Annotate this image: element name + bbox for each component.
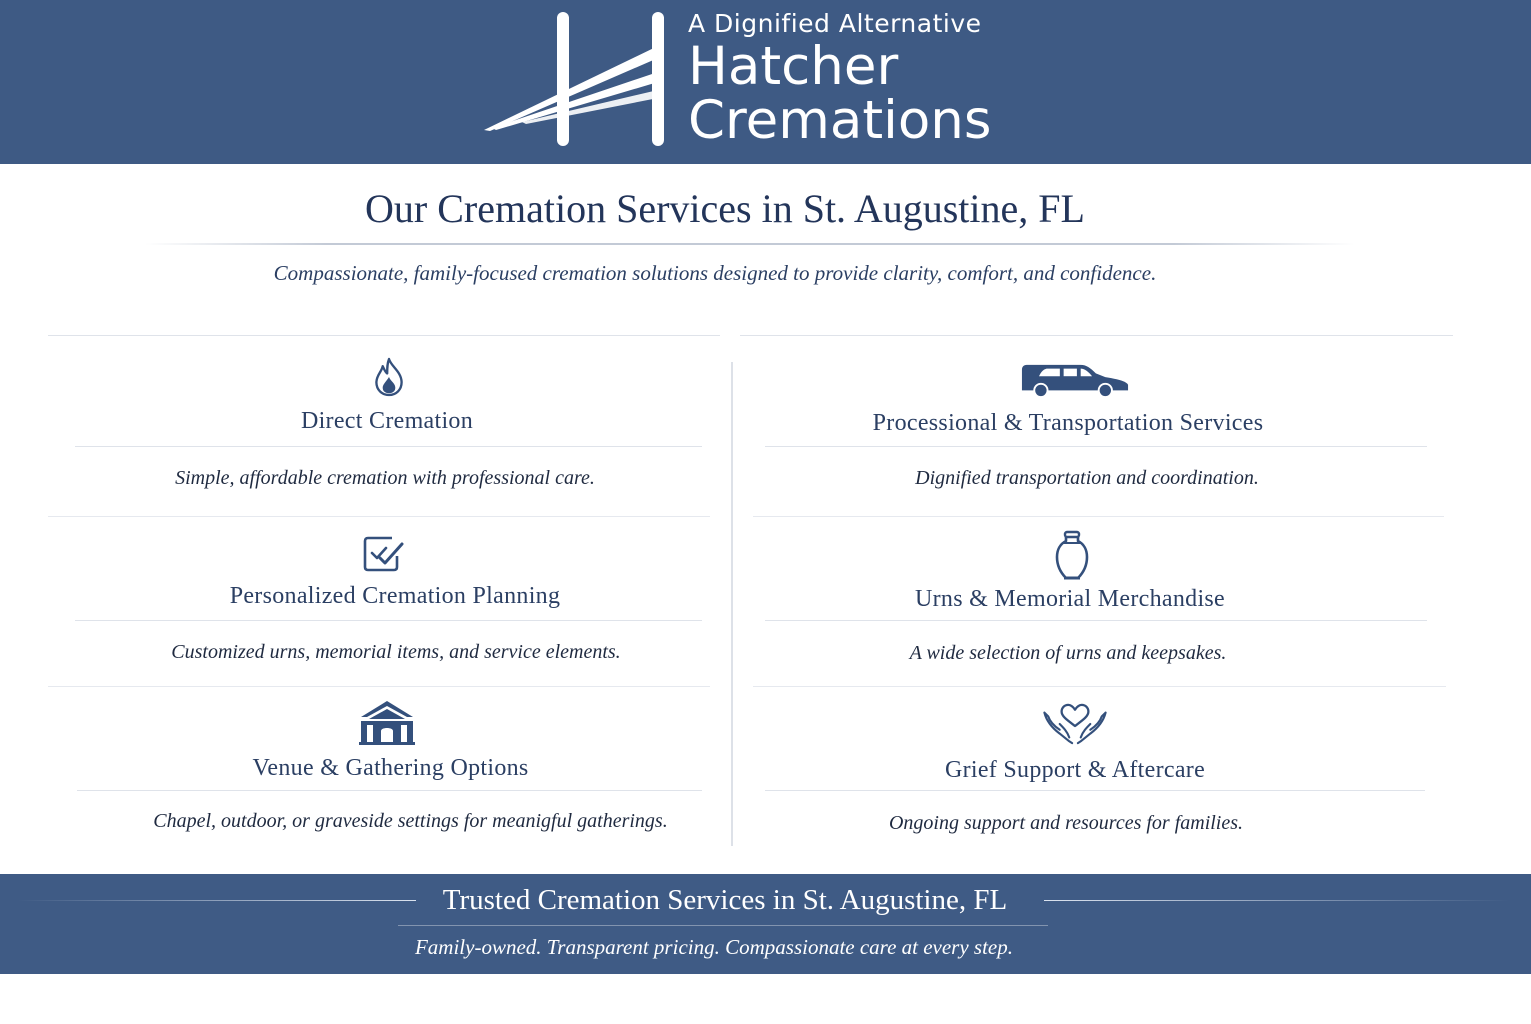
column-divider [731, 362, 733, 846]
service-card-urns-memorial[interactable] [765, 525, 1427, 680]
page-bottom-margin [0, 974, 1531, 1024]
service-title: Direct Cremation [300, 408, 474, 434]
brand-name-line2: Cremations [688, 90, 992, 151]
service-description: Chapel, outdoor, or graveside settings for meanigful gatherings. [153, 810, 668, 832]
hatcher-logo-icon [482, 10, 667, 150]
service-title: Personalized Cremation Planning [229, 583, 561, 609]
service-description: Simple, affordable cremation with professional care. [175, 467, 595, 489]
grid-rule [753, 516, 1444, 517]
urn-icon [1054, 530, 1090, 582]
service-title: Grief Support & Aftercare [944, 757, 1206, 783]
grid-rule [48, 516, 710, 517]
grid-rule [48, 686, 710, 687]
service-description: Dignified transportation and coordination. [915, 467, 1259, 489]
page-subtitle: Compassionate, family-focused cremation solutions designed to provide clarity, comfort, and confidence. [273, 261, 1157, 285]
brand-name-line1: Hatcher [688, 36, 899, 97]
checklist-icon [362, 534, 406, 574]
service-card-grief-support[interactable] [765, 695, 1427, 845]
grid-rule [753, 686, 1446, 687]
footer-subtitle: Family-owned. Transparent pricing. Compassionate care at every step. [414, 935, 1014, 959]
service-description: A wide selection of urns and keepsakes. [909, 642, 1227, 664]
chapel-icon [357, 699, 417, 745]
service-card-personalized-planning[interactable] [75, 525, 705, 680]
footer-banner [0, 874, 1531, 974]
title-divider [145, 243, 1355, 245]
service-description: Ongoing support and resources for families. [888, 812, 1244, 834]
service-title-rule [77, 790, 702, 791]
service-title-rule [765, 620, 1427, 621]
service-card-venue-gathering[interactable] [77, 695, 702, 845]
service-description: Customized urns, memorial items, and service elements. [171, 641, 621, 663]
service-title-rule [75, 446, 702, 447]
site-header [0, 0, 1531, 164]
grid-rule [48, 335, 720, 336]
flame-icon [371, 356, 407, 398]
hands-heart-icon [1039, 703, 1111, 747]
service-title-rule [765, 790, 1425, 791]
footer-title: Trusted Cremation Services in St. Augustine, FL [442, 884, 1008, 916]
grid-rule [740, 335, 1453, 336]
footer-divider [398, 925, 1048, 926]
brand-tagline: A Dignified Alternative [688, 9, 982, 38]
brand-name [688, 36, 992, 151]
service-card-direct-cremation[interactable] [75, 350, 705, 510]
hearse-icon [1017, 362, 1133, 398]
service-title: Urns & Memorial Merchandise [914, 586, 1226, 612]
service-title-rule [75, 620, 702, 621]
service-title: Processional & Transportation Services [872, 410, 1264, 436]
service-title: Venue & Gathering Options [252, 755, 529, 781]
service-card-processional-transportation[interactable] [765, 350, 1427, 510]
service-title-rule [765, 446, 1427, 447]
page-title: Our Cremation Services in St. Augustine, FL [365, 186, 1085, 231]
